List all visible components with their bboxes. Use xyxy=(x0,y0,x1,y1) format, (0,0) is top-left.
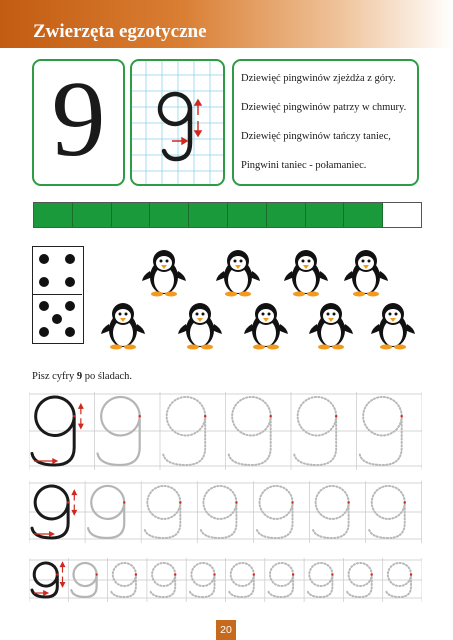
start-dot xyxy=(67,501,69,503)
start-dot xyxy=(292,573,294,575)
start-dot xyxy=(400,415,402,417)
dice-pip xyxy=(65,327,75,337)
dice-nine xyxy=(32,246,84,344)
stroke-direction-arrows xyxy=(34,563,65,595)
start-dot xyxy=(95,573,97,575)
start-dot xyxy=(371,573,373,575)
dice-face-four xyxy=(33,247,82,295)
dice-pip xyxy=(39,254,49,264)
start-dot xyxy=(347,501,349,503)
progress-cell xyxy=(73,203,112,227)
dice-pip xyxy=(39,327,49,337)
guide-digit-nine xyxy=(160,94,190,159)
big-digit-card xyxy=(32,59,125,186)
tracing-row-small xyxy=(29,558,422,602)
tracing-row-medium xyxy=(29,481,422,543)
penguin-icon xyxy=(141,247,187,297)
progress-cell xyxy=(306,203,345,227)
dice-pip xyxy=(39,301,49,311)
start-dot xyxy=(213,573,215,575)
instruction-digit: 9 xyxy=(76,371,83,382)
start-dot xyxy=(179,501,181,503)
instruction-after: po śladach. xyxy=(82,371,133,382)
start-dot xyxy=(404,501,406,503)
penguin-icon xyxy=(343,247,389,297)
tracing-row-large xyxy=(29,392,422,470)
start-dot xyxy=(331,573,333,575)
dice-pip xyxy=(65,301,75,311)
counting-progress-bar xyxy=(33,202,422,228)
penguin-icon xyxy=(370,300,416,350)
penguin-icon xyxy=(243,300,289,350)
penguin-icon xyxy=(215,247,261,297)
dice-pip xyxy=(65,277,75,287)
penguin-icon xyxy=(308,300,354,350)
penguin-icon xyxy=(283,247,329,297)
instruction-before: Pisz cyfry xyxy=(32,371,77,382)
start-dot xyxy=(269,415,271,417)
penguin-icon xyxy=(177,300,223,350)
big-digit: 9 xyxy=(51,60,106,179)
start-dot xyxy=(253,573,255,575)
start-dot xyxy=(410,573,412,575)
penguin-icon xyxy=(100,300,146,350)
progress-cell xyxy=(383,203,421,227)
writing-grid-card xyxy=(130,59,225,186)
start-dot xyxy=(123,501,125,503)
progress-cell xyxy=(228,203,267,227)
page-title: Zwierzęta egzotyczne xyxy=(33,21,207,42)
progress-cell xyxy=(112,203,151,227)
start-dot xyxy=(73,415,75,417)
progress-cell xyxy=(34,203,73,227)
poem-line-2: Dziewięć pingwinów patrzy w chmury. xyxy=(241,102,407,113)
dice-pip xyxy=(39,277,49,287)
dice-pip xyxy=(52,314,62,324)
start-dot xyxy=(135,573,137,575)
start-dot xyxy=(335,415,337,417)
dice-face-five xyxy=(33,295,82,343)
digit-writing-grid xyxy=(132,61,224,185)
dice-pip xyxy=(65,254,75,264)
progress-cell xyxy=(267,203,306,227)
progress-cell xyxy=(189,203,228,227)
start-dot xyxy=(235,501,237,503)
poem-card xyxy=(232,59,419,186)
start-dot xyxy=(138,415,140,417)
poem-line-3: Dziewięć pingwinów tańczy taniec, xyxy=(241,131,391,142)
progress-cell xyxy=(150,203,189,227)
progress-cell xyxy=(344,203,383,227)
instruction-text xyxy=(32,371,132,382)
page-number: 20 xyxy=(216,620,236,640)
page-header xyxy=(0,0,453,48)
start-dot xyxy=(204,415,206,417)
start-dot xyxy=(56,573,58,575)
start-dot xyxy=(291,501,293,503)
start-dot xyxy=(174,573,176,575)
poem-line-4: Pingwini taniec - połamaniec. xyxy=(241,160,367,171)
poem-line-1: Dziewięć pingwinów zjeżdża z góry. xyxy=(241,73,396,84)
